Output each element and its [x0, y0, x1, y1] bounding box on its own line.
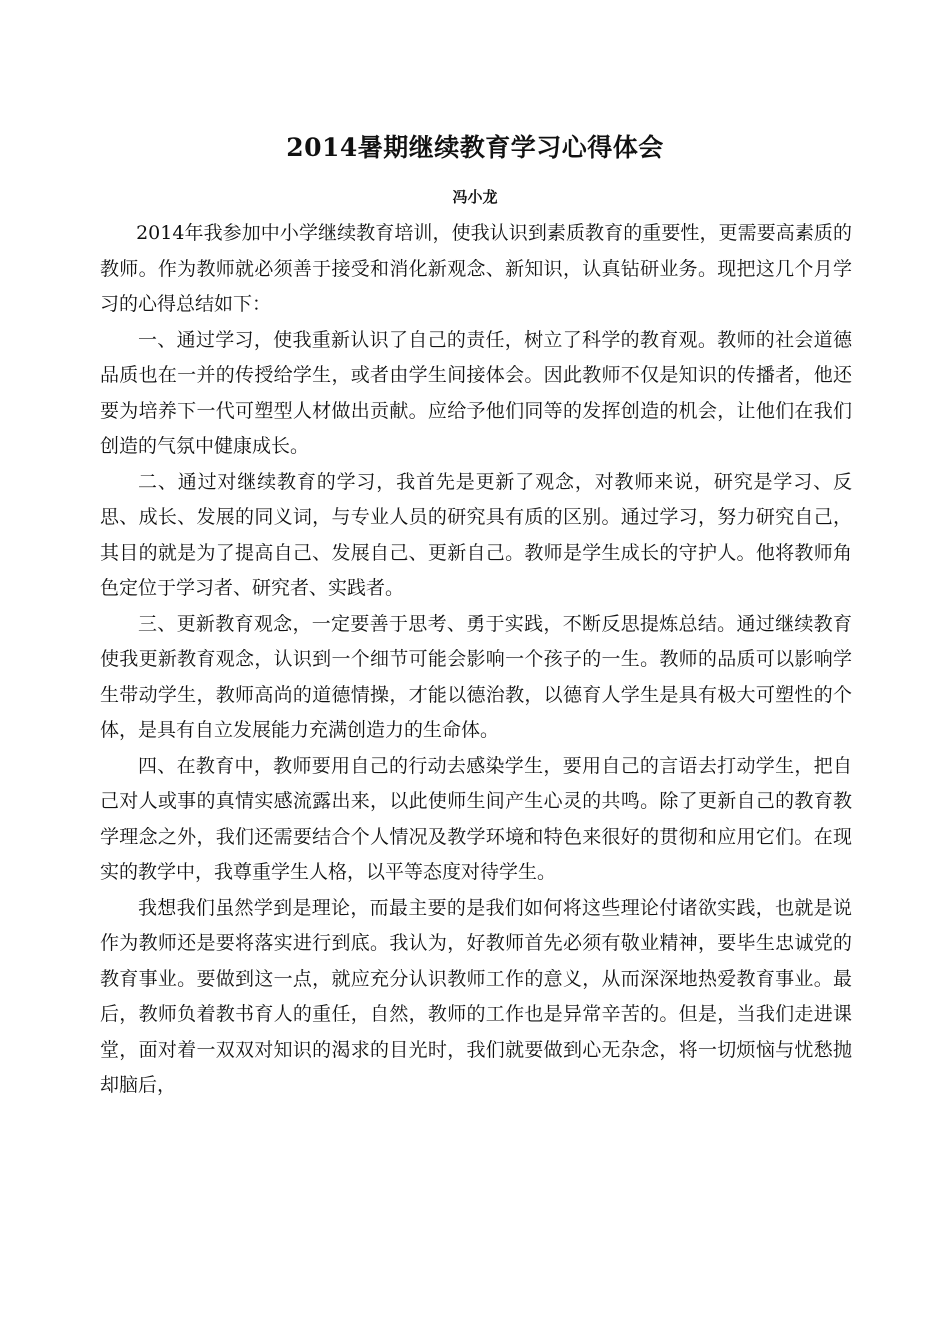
paragraph-point-1: 一、通过学习，使我重新认识了自己的责任，树立了科学的教育观。教师的社会道德品质也在一并的传授给学生，或者由学生间接体会。因此教师不仅是知识的传播者，他还要为培养下一代可塑型人材做出贡献。应给予他们同等的发挥创造的机会，让他们在我们创造的气氛中健康成长。: [100, 328, 852, 457]
document-title: 2014暑期继续教育学习心得体会: [286, 133, 664, 162]
document-body: [100, 216, 852, 1104]
paragraph-point-3: 三、更新教育观念，一定要善于思考、勇于实践，不断反思提炼总结。通过继续教育使我更新教育观念，认识到一个细节可能会影响一个孩子的一生。教师的品质可以影响学生带动学生，教师高尚的道德情操，才能以德治教，以德育人学生是具有极大可塑性的个体，是具有自立发展能力充满创造力的生命体。: [100, 612, 852, 741]
paragraph-closing: 我想我们虽然学到是理论，而最主要的是我们如何将这些理论付诸欲实践，也就是说作为教师还是要将落实进行到底。我认为，好教师首先必须有敬业精神，要毕生忠诚党的教育事业。要做到这一点，就应充分认识教师工作的意义，从而深深地热爱教育事业。最后，教师负着教书育人的重任，自然，教师的工作也是异常辛苦的。但是，当我们走进课堂，面对着一双双对知识的渴求的目光时，我们就要做到心无杂念，将一切烦恼与忧愁抛却脑后，: [100, 896, 852, 1096]
paragraph-point-4: 四、在教育中，教师要用自己的行动去感染学生，要用自己的言语去打动学生，把自己对人或事的真情实感流露出来，以此使师生间产生心灵的共鸣。除了更新自己的教育教学理念之外，我们还需要结合个人情况及教学环境和特色来很好的贯彻和应用它们。在现实的教学中，我尊重学生人格，以平等态度对待学生。: [100, 754, 852, 883]
document-author: 冯小龙: [452, 188, 498, 206]
paragraph-point-2: 二、通过对继续教育的学习，我首先是更新了观念，对教师来说，研究是学习、反思、成长、发展的同义词，与专业人员的研究具有质的区别。通过学习，努力研究自己，其目的就是为了提高自己、发展自己、更新自己。教师是学生成长的守护人。他将教师角色定位于学习者、研究者、实践者。: [100, 470, 852, 599]
paragraph-intro: 2014年我参加中小学继续教育培训，使我认识到素质教育的重要性，更需要高素质的教师。作为教师就必须善于接受和消化新观念、新知识，认真钻研业务。现把这几个月学习的心得总结如下：: [100, 222, 852, 315]
